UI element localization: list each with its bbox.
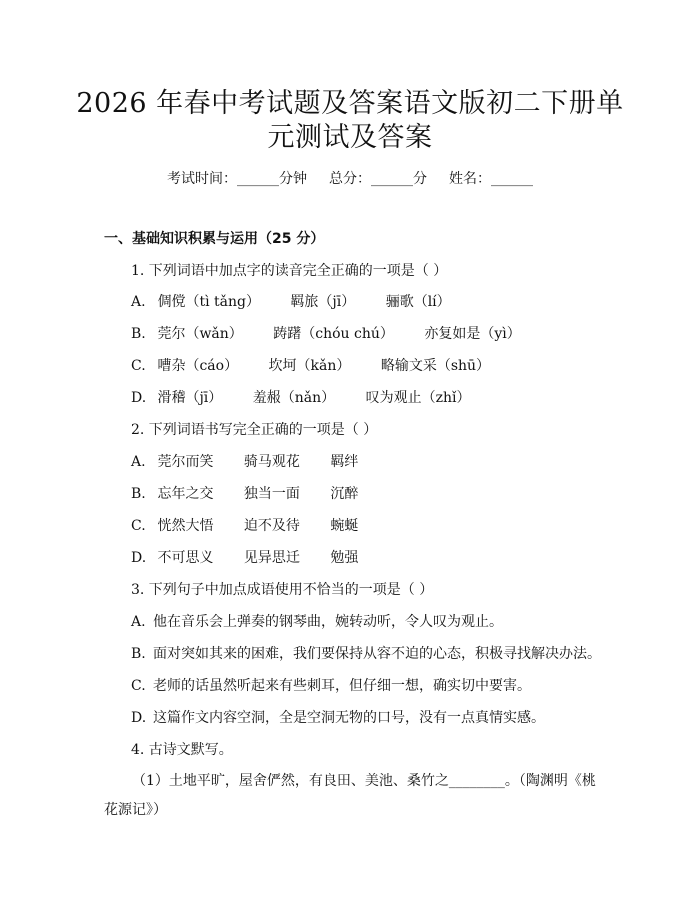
option-item: 羁绊 xyxy=(330,454,359,470)
option-item: 踌躇（chóu chú） xyxy=(273,326,394,342)
option-text: 这篇作文内容空洞，全是空洞无物的口号，没有一点真情实感。 xyxy=(153,710,545,726)
question-2-option-a[interactable] xyxy=(131,452,384,472)
question-1-option-b[interactable] xyxy=(131,324,547,344)
option-letter: A. xyxy=(131,614,146,630)
option-item: 羞赧（nǎn） xyxy=(252,390,336,406)
option-letter: B. xyxy=(131,646,146,662)
option-letter: D. xyxy=(131,390,147,406)
option-letter: C. xyxy=(131,518,146,534)
option-letter: C. xyxy=(131,678,146,694)
option-item: 莞尔（wǎn） xyxy=(157,326,243,342)
total-score-field[interactable]: 总分：______分 xyxy=(329,171,427,187)
section-heading: 一、基础知识积累与运用（25 分） xyxy=(104,231,325,247)
question-1-stem: 1. 下列词语中加点字的读音完全正确的一项是（ ） xyxy=(131,263,448,279)
option-item: 不可思义 xyxy=(157,550,214,566)
option-letter: A. xyxy=(131,294,146,310)
exam-time-field[interactable]: 考试时间：______分钟 xyxy=(167,171,307,187)
question-4-subquestion-1[interactable]: （1）土地平旷，屋舍俨然，有良田、美池、桑竹之________。（陶渊明《桃花源记》） xyxy=(104,773,596,818)
student-name-field[interactable]: 姓名：______ xyxy=(449,171,533,187)
exam-meta xyxy=(0,168,700,188)
option-item: 见异思迁 xyxy=(243,550,300,566)
option-item: 勉强 xyxy=(330,550,359,566)
option-item: 亦复如是（yì） xyxy=(424,326,521,342)
option-item: 羁旅（jī） xyxy=(290,294,356,310)
option-item: 独当一面 xyxy=(243,486,300,502)
question-3-stem: 3. 下列句子中加点成语使用不恰当的一项是（ ） xyxy=(131,582,434,598)
option-text: 面对突如其来的困难，我们要保持从容不迫的心态，积极寻找解决办法。 xyxy=(153,646,601,662)
question-1-option-d[interactable] xyxy=(131,388,496,408)
question-3-option-a[interactable] xyxy=(131,612,503,632)
question-3-option-d[interactable] xyxy=(131,708,545,728)
option-text: 老师的话虽然听起来有些刺耳，但仔细一想，确实切中要害。 xyxy=(153,678,531,694)
page-title-line-2: 元测试及答案 xyxy=(267,122,433,153)
option-item: 恍然大悟 xyxy=(157,518,214,534)
page-title-line-1: 2026 年春中考试题及答案语文版初二下册单 xyxy=(76,88,624,119)
option-item: 沉醉 xyxy=(330,486,359,502)
option-letter: C. xyxy=(131,358,146,374)
option-item: 迫不及待 xyxy=(243,518,300,534)
option-letter: B. xyxy=(131,486,146,502)
option-item: 莞尔而笑 xyxy=(157,454,214,470)
option-item: 骑马观花 xyxy=(243,454,300,470)
option-item: 坎坷（kǎn） xyxy=(268,358,351,374)
option-letter: D. xyxy=(131,710,147,726)
option-letter: D. xyxy=(131,550,147,566)
option-letter: B. xyxy=(131,326,146,342)
question-4-stem: 4. 古诗文默写。 xyxy=(131,742,233,758)
question-3-option-b[interactable] xyxy=(131,644,601,664)
question-3-option-c[interactable] xyxy=(131,676,531,696)
option-letter: A. xyxy=(131,454,146,470)
question-1-option-c[interactable] xyxy=(131,356,516,376)
question-2-option-c[interactable] xyxy=(131,516,384,536)
option-item: 叹为观止（zhǐ） xyxy=(365,390,471,406)
question-2-stem: 2. 下列词语书写完全正确的一项是（ ） xyxy=(131,422,378,438)
option-item: 滑稽（jī） xyxy=(157,390,223,406)
option-item: 嘈杂（cáo） xyxy=(157,358,239,374)
option-item: 骊歌（lí） xyxy=(385,294,451,310)
question-1-option-a[interactable] xyxy=(131,292,477,312)
question-2-option-d[interactable] xyxy=(131,548,384,568)
option-item: 略输文采（shū） xyxy=(380,358,491,374)
option-item: 忘年之交 xyxy=(157,486,214,502)
question-2-option-b[interactable] xyxy=(131,484,384,504)
option-item: 倜傥（tì tǎng） xyxy=(157,294,260,310)
option-text: 他在音乐会上弹奏的钢琴曲，婉转动听，令人叹为观止。 xyxy=(153,614,503,630)
option-item: 蜿蜒 xyxy=(330,518,359,534)
